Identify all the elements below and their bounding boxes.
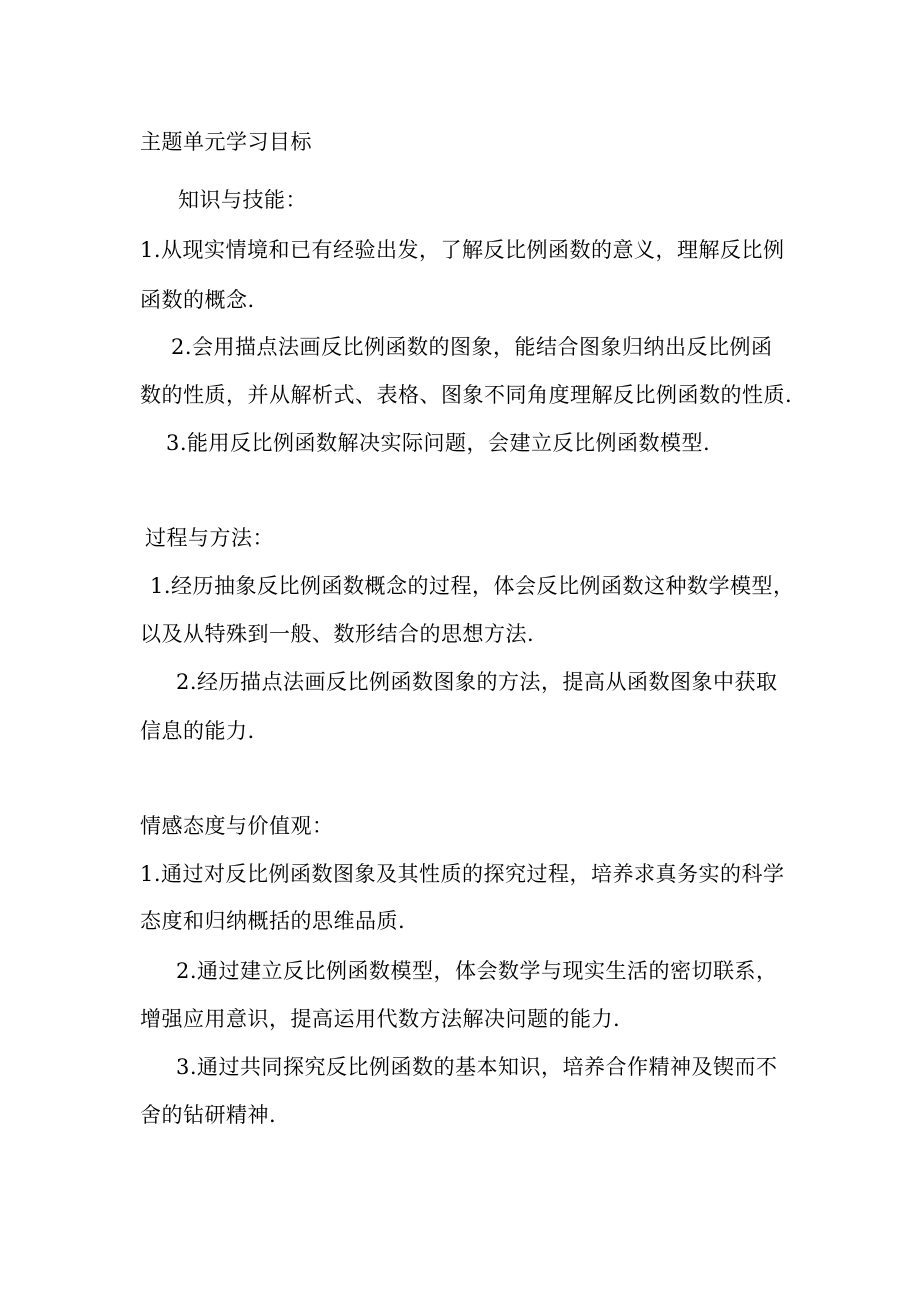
process-item-2-line-2: 信息的能力.	[140, 719, 255, 743]
attitude-item-2-line-1: 2.通过建立反比例函数模型，体会数学与现实生活的密切联系，	[176, 959, 778, 983]
attitude-item-3-line-1: 3.通过共同探究反比例函数的基本知识，培养合作精神及锲而不	[176, 1055, 778, 1079]
attitude-item-2-line-2: 增强应用意识，提高运用代数方法解决问题的能力.	[140, 1007, 621, 1031]
attitude-heading: 情感态度与价值观：	[140, 814, 334, 838]
knowledge-item-1-line-2: 函数的概念.	[140, 288, 255, 312]
attitude-item-1-line-2: 态度和归纳概括的思维品质.	[140, 909, 406, 933]
process-heading: 过程与方法：	[145, 526, 274, 550]
process-item-1-line-2: 以及从特殊到一般、数形结合的思想方法.	[140, 622, 535, 646]
knowledge-heading: 知识与技能：	[178, 188, 307, 212]
knowledge-item-1-line-1: 1.从现实情境和已有经验出发，了解反比例函数的意义，理解反比例	[140, 238, 785, 262]
knowledge-item-2-line-1: 2.会用描点法画反比例函数的图象，能结合图象归纳出反比例函	[171, 335, 773, 359]
attitude-item-1-line-1: 1.通过对反比例函数图象及其性质的探究过程，培养求真务实的科学	[140, 862, 785, 886]
process-item-1-line-1: 1.经历抽象反比例函数概念的过程，体会反比例函数这种数学模型，	[150, 574, 795, 598]
knowledge-item-2-line-2: 数的性质，并从解析式、表格、图象不同角度理解反比例函数的性质.	[140, 383, 793, 407]
process-item-2-line-1: 2.经历描点法画反比例函数图象的方法，提高从函数图象中获取	[176, 670, 778, 694]
attitude-item-3-line-2: 舍的钻研精神.	[140, 1103, 277, 1127]
document-title: 主题单元学习目标	[140, 130, 312, 154]
knowledge-item-3-line-1: 3.能用反比例函数解决实际问题，会建立反比例函数模型.	[166, 431, 711, 455]
